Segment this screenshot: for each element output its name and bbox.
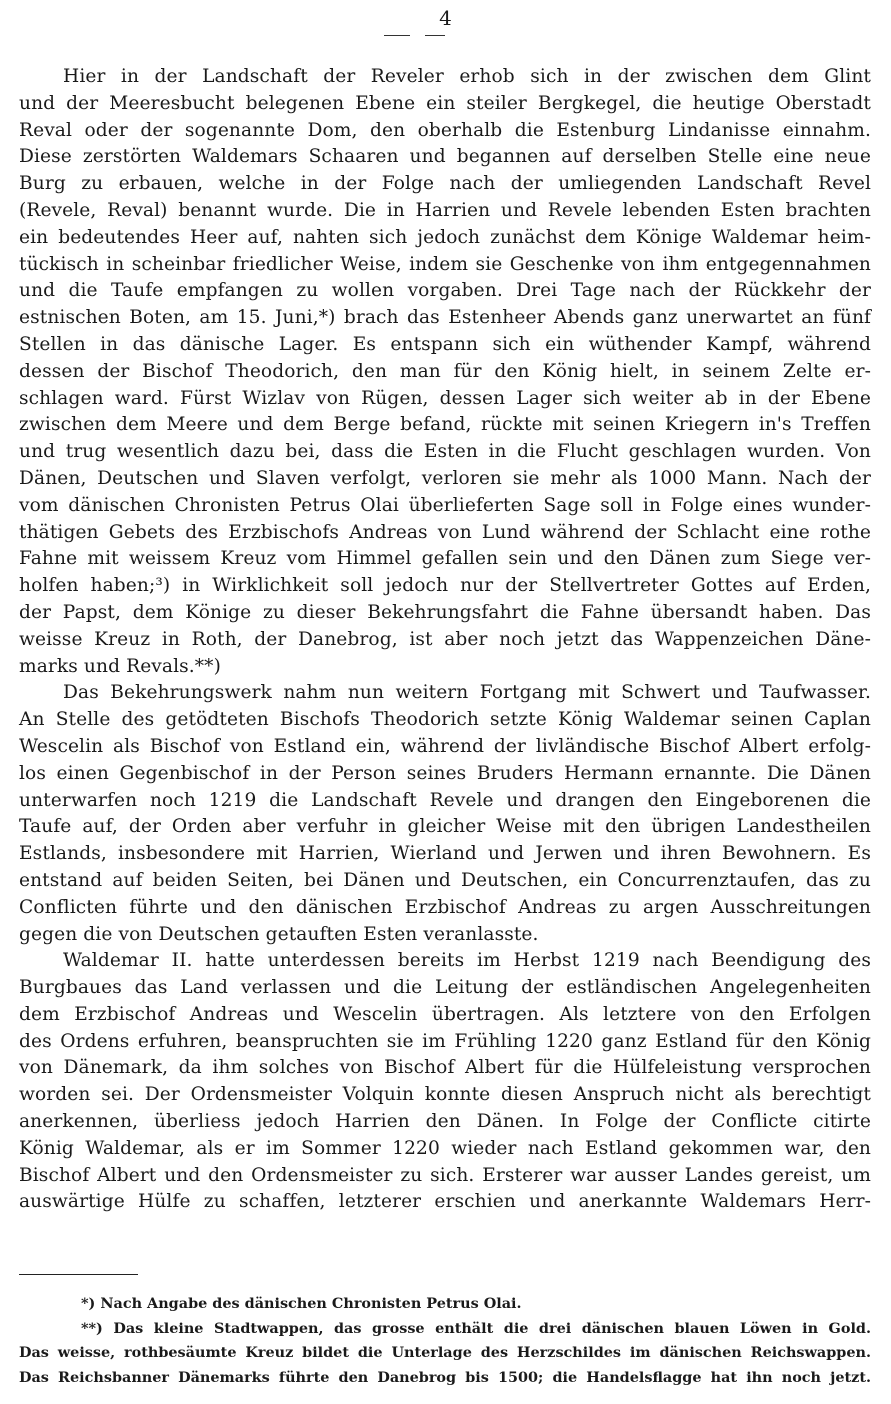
text-line: Dänen, Deutschen und Slaven verfolgt, verloren sie mehr als 1000 Mann. Nach der xyxy=(19,467,871,489)
text-line: Stellen in das dänische Lager. Es entspann sich ein wüthender Kampf, während xyxy=(19,333,871,355)
text-line: Burgbaues das Land verlassen und die Leitung der estländischen Angelegenheiten xyxy=(19,977,871,999)
text-line: los einen Gegenbischof in der Person seines Bruders Hermann ernannte. Die Dänen xyxy=(19,762,871,784)
text-line: des Ordens erfuhren, beanspruchten sie im Frühling 1220 ganz Estland für den König xyxy=(19,1030,871,1052)
footnote: **) Das kleine Stadtwappen, das grosse enthält die drei dänischen blauen Löwen in Gold. xyxy=(81,1319,871,1337)
text-line: und die Taufe empfangen zu wollen vorgaben. Drei Tage nach der Rückkehr der xyxy=(19,280,871,302)
page-number-rule-left xyxy=(384,35,410,36)
text-line: Fahne mit weissem Kreuz vom Himmel gefallen sein und den Dänen zum Siege ver- xyxy=(19,548,871,570)
footnote-separator xyxy=(19,1274,138,1275)
text-line: thätigen Gebets des Erzbischofs Andreas von Lund während der Schlacht eine rothe xyxy=(19,521,871,543)
text-line: Conflicten führte und den dänischen Erzbischof Andreas zu argen Ausschreitungen xyxy=(19,896,871,918)
text-line: Taufe auf, der Orden aber verfuhr in gleicher Weise mit den übrigen Landestheilen xyxy=(19,816,871,838)
text-line: schlagen ward. Fürst Wizlav von Rügen, dessen Lager sich weiter ab in der Ebene xyxy=(19,387,871,409)
page-number: 4 xyxy=(439,6,452,30)
footnote: Das weisse, rothbesäumte Kreuz bildet die Unterlage des Herzschildes im dänischen Reichswappen. xyxy=(19,1344,871,1361)
text-line: worden sei. Der Ordensmeister Volquin konnte diesen Anspruch nicht als berechtigt xyxy=(19,1084,871,1106)
text-line: dessen der Bischof Theodorich, den man für den König hielt, in seinem Zelte er- xyxy=(19,360,871,382)
text-line: und der Meeresbucht belegenen Ebene ein steiler Bergkegel, die heutige Oberstadt xyxy=(19,92,871,114)
text-line: von Dänemark, da ihm solches von Bischof Albert für die Hülfeleistung versprochen xyxy=(19,1057,871,1079)
text-line: gegen die von Deutschen getauften Esten veranlasste. xyxy=(19,923,539,945)
text-line: Burg zu erbauen, welche in der Folge nach der umliegenden Landschaft Revel xyxy=(19,173,871,195)
page-number-rule-right xyxy=(425,35,445,36)
text-line: König Waldemar, als er im Sommer 1220 wieder nach Estland gekommen war, den xyxy=(19,1137,871,1159)
text-line: Wescelin als Bischof von Estland ein, während der livländische Bischof Albert erfolg- xyxy=(19,735,871,757)
body-text xyxy=(19,64,871,1216)
footnote: Das Reichsbanner Dänemarks führte den Danebrog bis 1500; die Handelsflagge hat ihn noch jetzt. xyxy=(19,1368,871,1386)
text-line: Reval oder der sogenannte Dom, den oberhalb die Estenburg Lindanisse einnahm. xyxy=(19,119,871,141)
text-line: (Revele, Reval) benannt wurde. Die in Harrien und Revele lebenden Esten brachten xyxy=(19,199,871,221)
text-line: Estlands, insbesondere mit Harrien, Wierland und Jerwen und ihren Bewohnern. Es xyxy=(19,843,871,865)
footnote: *) Nach Angabe des dänischen Chronisten Petrus Olai. xyxy=(81,1295,522,1312)
text-line: anerkennen, überliess jedoch Harrien den Dänen. In Folge der Conflicte citirte xyxy=(19,1111,871,1133)
text-line: der Papst, dem Könige zu dieser Bekehrungsfahrt die Fahne übersandt haben. Das xyxy=(19,601,871,623)
text-line: auswärtige Hülfe zu schaffen, letzterer erschien und anerkannte Waldemars Herr- xyxy=(19,1191,871,1213)
text-line: Hier in der Landschaft der Reveler erhob sich in der zwischen dem Glint xyxy=(63,66,871,87)
text-line: Waldemar II. hatte unterdessen bereits im Herbst 1219 nach Beendigung des xyxy=(63,950,871,972)
text-line: tückisch in scheinbar friedlicher Weise, indem sie Geschenke von ihm entgegennahmen xyxy=(19,253,871,275)
footnotes xyxy=(19,1292,871,1390)
text-line: Diese zerstörten Waldemars Schaaren und begannen auf derselben Stelle eine neue xyxy=(19,146,871,168)
text-line: marks und Revals.**) xyxy=(19,655,221,677)
text-line: ein bedeutendes Heer auf, nahten sich jedoch zunächst dem Könige Waldemar heim- xyxy=(19,226,871,248)
text-line: entstand auf beiden Seiten, bei Dänen und Deutschen, ein Concurrenztaufen, das zu xyxy=(19,869,871,891)
text-line: weisse Kreuz in Roth, der Danebrog, ist aber noch jetzt das Wappenzeichen Däne- xyxy=(19,628,871,650)
text-line: und trug wesentlich dazu bei, dass die Esten in die Flucht geschlagen wurden. Von xyxy=(19,441,871,463)
text-line: vom dänischen Chronisten Petrus Olai überlieferten Sage soll in Folge eines wunder- xyxy=(19,494,871,516)
text-line: Bischof Albert und den Ordensmeister zu sich. Ersterer war ausser Landes gereist, um xyxy=(19,1164,871,1186)
text-line: unterwarfen noch 1219 die Landschaft Revele und drangen den Eingeborenen die xyxy=(19,789,871,811)
text-line: dem Erzbischof Andreas und Wescelin übertragen. Als letztere von den Erfolgen xyxy=(19,1003,871,1025)
text-line: zwischen dem Meere und dem Berge befand, rückte mit seinen Kriegern in's Treffen xyxy=(19,414,871,436)
text-line: holfen haben;³) in Wirklichkeit soll jedoch nur der Stellvertreter Gottes auf Erden, xyxy=(19,575,871,597)
text-line: Das Bekehrungswerk nahm nun weitern Fortgang mit Schwert und Taufwasser. xyxy=(63,682,871,704)
text-line: estnischen Boten, am 15. Juni,*) brach das Estenheer Abends ganz unerwartet an fünf xyxy=(19,307,871,329)
text-line: An Stelle des getödteten Bischofs Theodorich setzte König Waldemar seinen Caplan xyxy=(19,709,871,731)
